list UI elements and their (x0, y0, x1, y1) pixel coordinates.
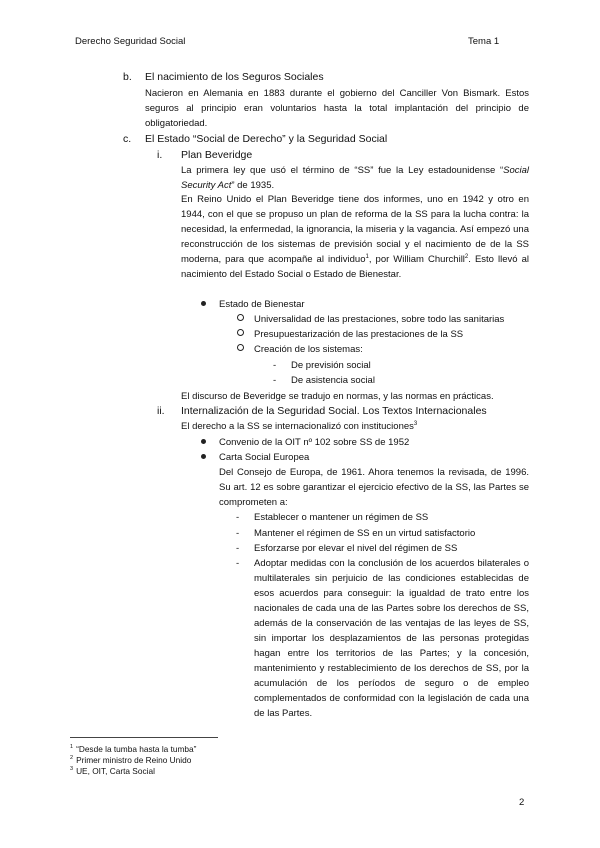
section-b-text: Nacieron en Alemania en 1883 durante el gobierno del Canciller Von Bismark. Estos seguros al principio eran voluntarios hasta la total implantación del principio de obligatoriedad. (145, 88, 529, 129)
bullet-estado-bienestar: Estado de Bienestar (219, 299, 305, 310)
sub-bullet-item: Creación de los sistemas: (254, 344, 363, 355)
dash-item: Establecer o mantener un régimen de SS (254, 512, 429, 523)
dash-item: Esforzarse por elevar el nivel del régimen de SS (254, 543, 458, 554)
footnote-ref-2[interactable]: 2 (464, 253, 469, 260)
section-b-title: El nacimiento de los Seguros Sociales (145, 71, 324, 83)
subsection-ii-title: Internalización de la Seguridad Social. Los Textos Internacionales (181, 405, 487, 417)
bullet-convenio-oit: Convenio de la OIT nº 102 sobre SS de 1952 (219, 437, 410, 448)
paragraph-plan-beveridge: En Reino Unido el Plan Beveridge tiene dos informes, uno en 1942 y otro en 1944, con el que se propuso un plan de reforma de la SS para la lucha contra: la necesidad, la enfermedad, la ignorancia, la miseria y la vagancia. Así empezó una reconstrucción de los sistemas de previsión social y el nacimiento de de la SS moderna, para que acompañe al individuo$^1$, por William Churchill$^2$. Esto llevó al nacimiento del Estado Social o Estado de Bienestar. (181, 194, 529, 280)
bullet-circle-icon (237, 341, 244, 356)
dash-marker: - (236, 543, 240, 554)
bullet-carta-social: Carta Social Europea (219, 452, 310, 463)
sub-bullet-item: Universalidad de las prestaciones, sobre todo las sanitarias (254, 314, 505, 325)
dash-item: Adoptar medidas con la conclusión de los acuerdos bilaterales o multilaterales sin perjuicio de las condiciones establecidas de esos acuerdos para conseguir: la igualdad de trato entre los nacionales de cada una de las Partes sobre los derechos de SS, además de la conservación de las ventajas de las leyes de SS, sin importar los desplazamientos de las personas protegidas hagan entre los territorios de las Partes; y la concesión, mantenimiento y restablecimiento de los derechos de SS, por la acumulación de los períodos de seguro o de empleo complementados de conformidad con la legislación de cada una de las Partes. (254, 558, 529, 719)
paragraph-social-security-act: La primera ley que usó el término de “SS” fue la Ley estadounidense “Social Security Act” de 1935. (181, 165, 529, 191)
footnote-ref-3[interactable]: 3 (413, 420, 418, 427)
dash-marker: - (236, 558, 240, 569)
dash-marker: - (273, 375, 277, 386)
section-c-title: El Estado “Social de Derecho” y la Seguridad Social (145, 133, 388, 145)
footnote-2: $^2$ Primer ministro de Reino Unido (70, 754, 192, 765)
footnote-1: $^1$ “Desde la tumba hasta la tumba” (70, 743, 197, 754)
dash-marker: - (236, 512, 240, 523)
bullet-circle-icon (237, 326, 244, 341)
dash-item: De asistencia social (291, 375, 375, 386)
bullet-disc-icon (201, 434, 206, 449)
bullet-disc-icon (201, 449, 206, 464)
dash-item: De previsión social (291, 360, 371, 371)
footnote-3: $^3$ UE, OIT, Carta Social (70, 765, 155, 776)
paragraph-carta-social: Del Consejo de Europa, de 1961. Ahora tenemos la revisada, de 1996. Su art. 12 es sobre garantizar el ejercicio efectivo de la SS, las Partes se comprometen a: (219, 467, 529, 508)
dash-marker: - (236, 528, 240, 539)
page-number: 2 (519, 797, 525, 808)
subsection-i-title: Plan Beveridge (181, 149, 253, 161)
dash-item: Mantener el régimen de SS en un virtud satisfactorio (254, 528, 476, 539)
paragraph-closing: El discurso de Beveridge se tradujo en normas, y las normas en prácticas. (181, 391, 494, 402)
subsection-i-marker: i. (157, 149, 163, 161)
header-chapter: Tema 1 (468, 36, 500, 47)
bullet-disc-icon (201, 296, 206, 311)
footnote-ref-1[interactable]: 1 (365, 253, 369, 260)
paragraph-internacionalizacion: El derecho a la SS se internacionalizó con instituciones$^3$ (181, 420, 418, 432)
bullet-circle-icon (237, 311, 244, 326)
footnote-separator (70, 737, 218, 738)
dash-marker: - (273, 360, 277, 371)
section-c-marker: c. (123, 133, 132, 145)
section-b-marker: b. (123, 71, 132, 83)
subsection-ii-marker: ii. (157, 405, 165, 417)
sub-bullet-item: Presupuestarización de las prestaciones de la SS (254, 329, 464, 340)
header-title: Derecho Seguridad Social (75, 36, 186, 47)
